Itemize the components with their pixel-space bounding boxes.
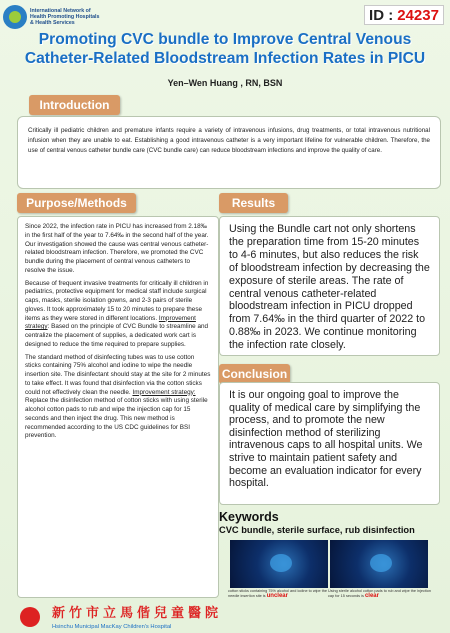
introduction-text: Critically ill pediatric children and premature infants require a variety of intravenous infusions, drug treatments, or total intravenous nutritional infusion when they are unable to eat. Establishing a good intravenous catheter is a very important lifeline for vulnerable children. Therefore, the use of central venous catheter bundle care (CVC bundle care) can reduce bloodstream infections and improve the quality of care. <box>17 116 441 189</box>
photo-highlight <box>370 554 392 572</box>
globe-icon <box>3 5 27 29</box>
purpose-p3-text-a: The standard method of disinfecting tubes was to use cotton sticks containing 75% alcohol and iodine to wipe the needle insertion site. The disinfectant should stay at the site for 2 minutes to take effect. It was found that disinfection via the cotton sticks could not effectively clean the needle. <box>25 353 211 396</box>
author: Yen–Wen Huang , RN, BSN <box>167 78 283 88</box>
poster-id-box <box>364 5 444 25</box>
hph-logo <box>3 3 113 31</box>
photo-caption-1 <box>228 589 338 599</box>
id-label: ID : <box>369 6 394 24</box>
photo-alcohol-pad <box>330 540 428 588</box>
introduction-heading: Introduction <box>29 95 120 115</box>
caption-1-text: cotton sticks containing 75% alcohol and iodine to wipe the needle insertion site is <box>228 589 327 598</box>
poster-title <box>0 30 450 68</box>
logo-text <box>30 8 99 26</box>
photo-caption-2 <box>328 589 438 599</box>
id-value: 24237 <box>397 6 439 24</box>
caption-1-emphasis: unclear <box>266 593 288 599</box>
logo-line-1: International Network of <box>30 8 91 14</box>
logo-line-3: & Health Services <box>30 20 75 26</box>
conclusion-heading: Conclusion <box>219 364 290 384</box>
purpose-paragraph-1: Since 2022, the infection rate in PICU has increased from 2.18‰ in the first half of the year to 7.64‰ in the second half of the year. Our investigation showed the cause was central venous catheter-related bloodstream infection. Therefore, we promoted the CVC bundle during the placement of central venous catheters to resolve the issue. <box>25 223 209 274</box>
results-text: Using the Bundle cart not only shortens the preparation time from 15-20 minutes to 4-6 minutes, but also reduces the risk of bloodstream infection by decreasing the exposure of sterile areas. The rate of central venous catheter-related bloodstream infection in PICU dropped from 7.64‰ in the third quarter of 2022 to 0.88‰ in 2023. We continue monitoring the infection rate closely. <box>219 216 440 356</box>
keywords-heading: Keywords <box>219 510 279 524</box>
hospital-name-zh: 新竹市立馬偕兒童醫院 <box>52 606 223 621</box>
title-line-2: Catheter-Related Bloodstream Infection Rates in PICU <box>24 50 426 67</box>
footer <box>0 601 450 633</box>
caption-2-text: Using sterile alcohol cotton pads to rub and wipe the injection cap for 15 seconds is <box>328 589 431 598</box>
keywords-text: CVC bundle, sterile surface, rub disinfection <box>219 525 415 535</box>
photo-highlight <box>270 554 292 572</box>
purpose-paragraph-3 <box>25 354 211 442</box>
improvement-strategy-label-2: Improvement strategy: <box>132 388 196 396</box>
results-heading: Results <box>219 193 288 213</box>
purpose-p2-text-a: Because of frequent invasive treatments for critically ill children in pediatrics, protective equipment for medical staff include surgical caps, masks, sterile isolation gowns, and 2-3 pairs of sterile gloves. It took approximately 15 to 20 minutes to prepare these items as they were stored in different locations. <box>25 279 209 322</box>
purpose-paragraph-2 <box>25 280 211 350</box>
hospital-logo-icon <box>20 607 40 627</box>
purpose-heading: Purpose/Methods <box>17 193 136 213</box>
conclusion-text: It is our ongoing goal to improve the quality of medical care by simplifying the process, and to promote the new disinfection method of sterilizing intravenous caps to all hospital units. We strive to maintain patient safety and become an evaluation indicator for every hospital. <box>219 382 440 505</box>
purpose-methods-box <box>17 216 219 598</box>
caption-2-emphasis: clear <box>364 593 379 599</box>
purpose-p2-text-b: : Based on the principle of CVC Bundle to streamline and centralize the placement of supplies, a dedicated work cart is designed to reduce the time required to prepare supplies. <box>25 323 209 348</box>
title-line-1: Promoting CVC bundle to Improve Central Venous <box>38 31 412 48</box>
photo-cotton-stick <box>230 540 328 588</box>
hospital-name-en: Hsinchu Municipal MacKay Children's Hospital <box>52 624 172 630</box>
purpose-p3-text-b: Replace the disinfection method of cotton sticks with using sterile alcohol cotton pads to rub and wipe the injection cap for 15 seconds and then inject the drug. This new method is recommended according to the US CDC guidelines for BSI prevention. <box>25 397 208 440</box>
logo-line-2: Health Promoting Hospitals <box>30 14 100 20</box>
improvement-strategy-label-1: Improvement strategy <box>25 314 196 331</box>
